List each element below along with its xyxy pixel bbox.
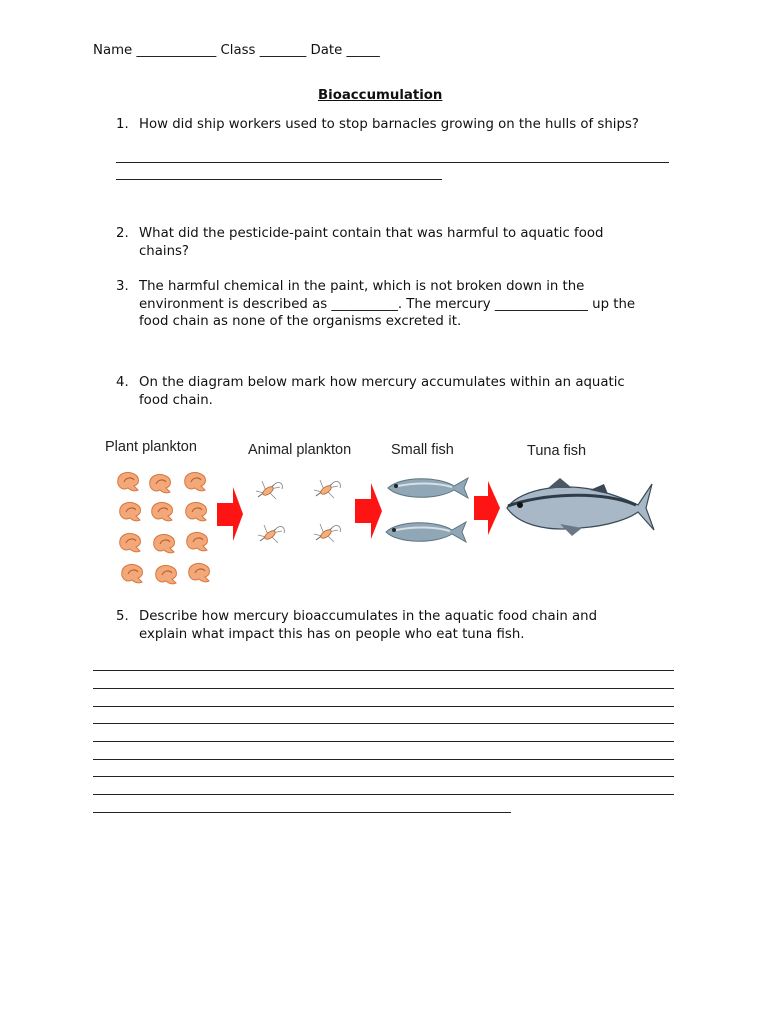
class-label: Class [220,43,256,58]
answer-line[interactable] [93,706,674,707]
question-3-line: The harmful chemical in the paint, which is not broken down in the [139,279,585,294]
answer-line[interactable] [93,812,511,813]
question-1-number: 1. [116,117,129,132]
tuna-fish [507,478,654,536]
answer-line[interactable] [93,759,674,760]
label-tuna-fish: Tuna fish [527,443,587,459]
name-label: Name [93,43,133,58]
answer-line[interactable] [93,741,674,742]
question-3-line: food chain as none of the organisms excreted it. [139,314,462,329]
small-fish-group [386,478,468,542]
label-small-fish: Small fish [391,442,454,458]
question-3-line: environment is described as __________. The mercury ______________ up the [139,296,636,312]
question-5-number: 5. [116,609,129,624]
arrow-icon [474,481,500,535]
arrow-icon [355,483,382,539]
question-1-line: How did ship workers used to stop barnacles growing on the hulls of ships? [139,117,639,132]
question-2-line: What did the pesticide-paint contain that was harmful to aquatic food [139,226,604,241]
answer-line[interactable] [93,688,674,689]
question-2-number: 2. [116,226,129,241]
answer-line[interactable] [93,776,674,777]
answer-line[interactable] [93,670,674,671]
date-label: Date [310,43,343,58]
label-plant-plankton: Plant plankton [105,439,197,455]
animal-plankton-group [256,480,340,543]
question-3-number: 3. [116,279,129,294]
question-5-line: Describe how mercury bioaccumulates in the aquatic food chain and [139,609,598,624]
answer-line[interactable] [93,794,674,795]
question-4-line: food chain. [139,392,213,408]
question-2-line: chains? [139,243,189,259]
label-animal-plankton: Animal plankton [248,442,352,458]
page-title: Bioaccumulation [318,88,443,103]
name-blank[interactable]: ____________ [136,43,217,58]
class-blank[interactable]: _______ [259,43,307,58]
answer-line[interactable] [93,723,674,724]
arrow-icon [217,487,243,541]
question-5-text [139,608,597,643]
date-blank[interactable]: _____ [346,43,380,58]
question-5-line: explain what impact this has on people who eat tuna fish. [139,626,525,642]
plant-plankton-group [118,472,210,583]
question-4-line: On the diagram below mark how mercury accumulates within an aquatic [139,375,625,390]
question-4-number: 4. [116,375,129,390]
